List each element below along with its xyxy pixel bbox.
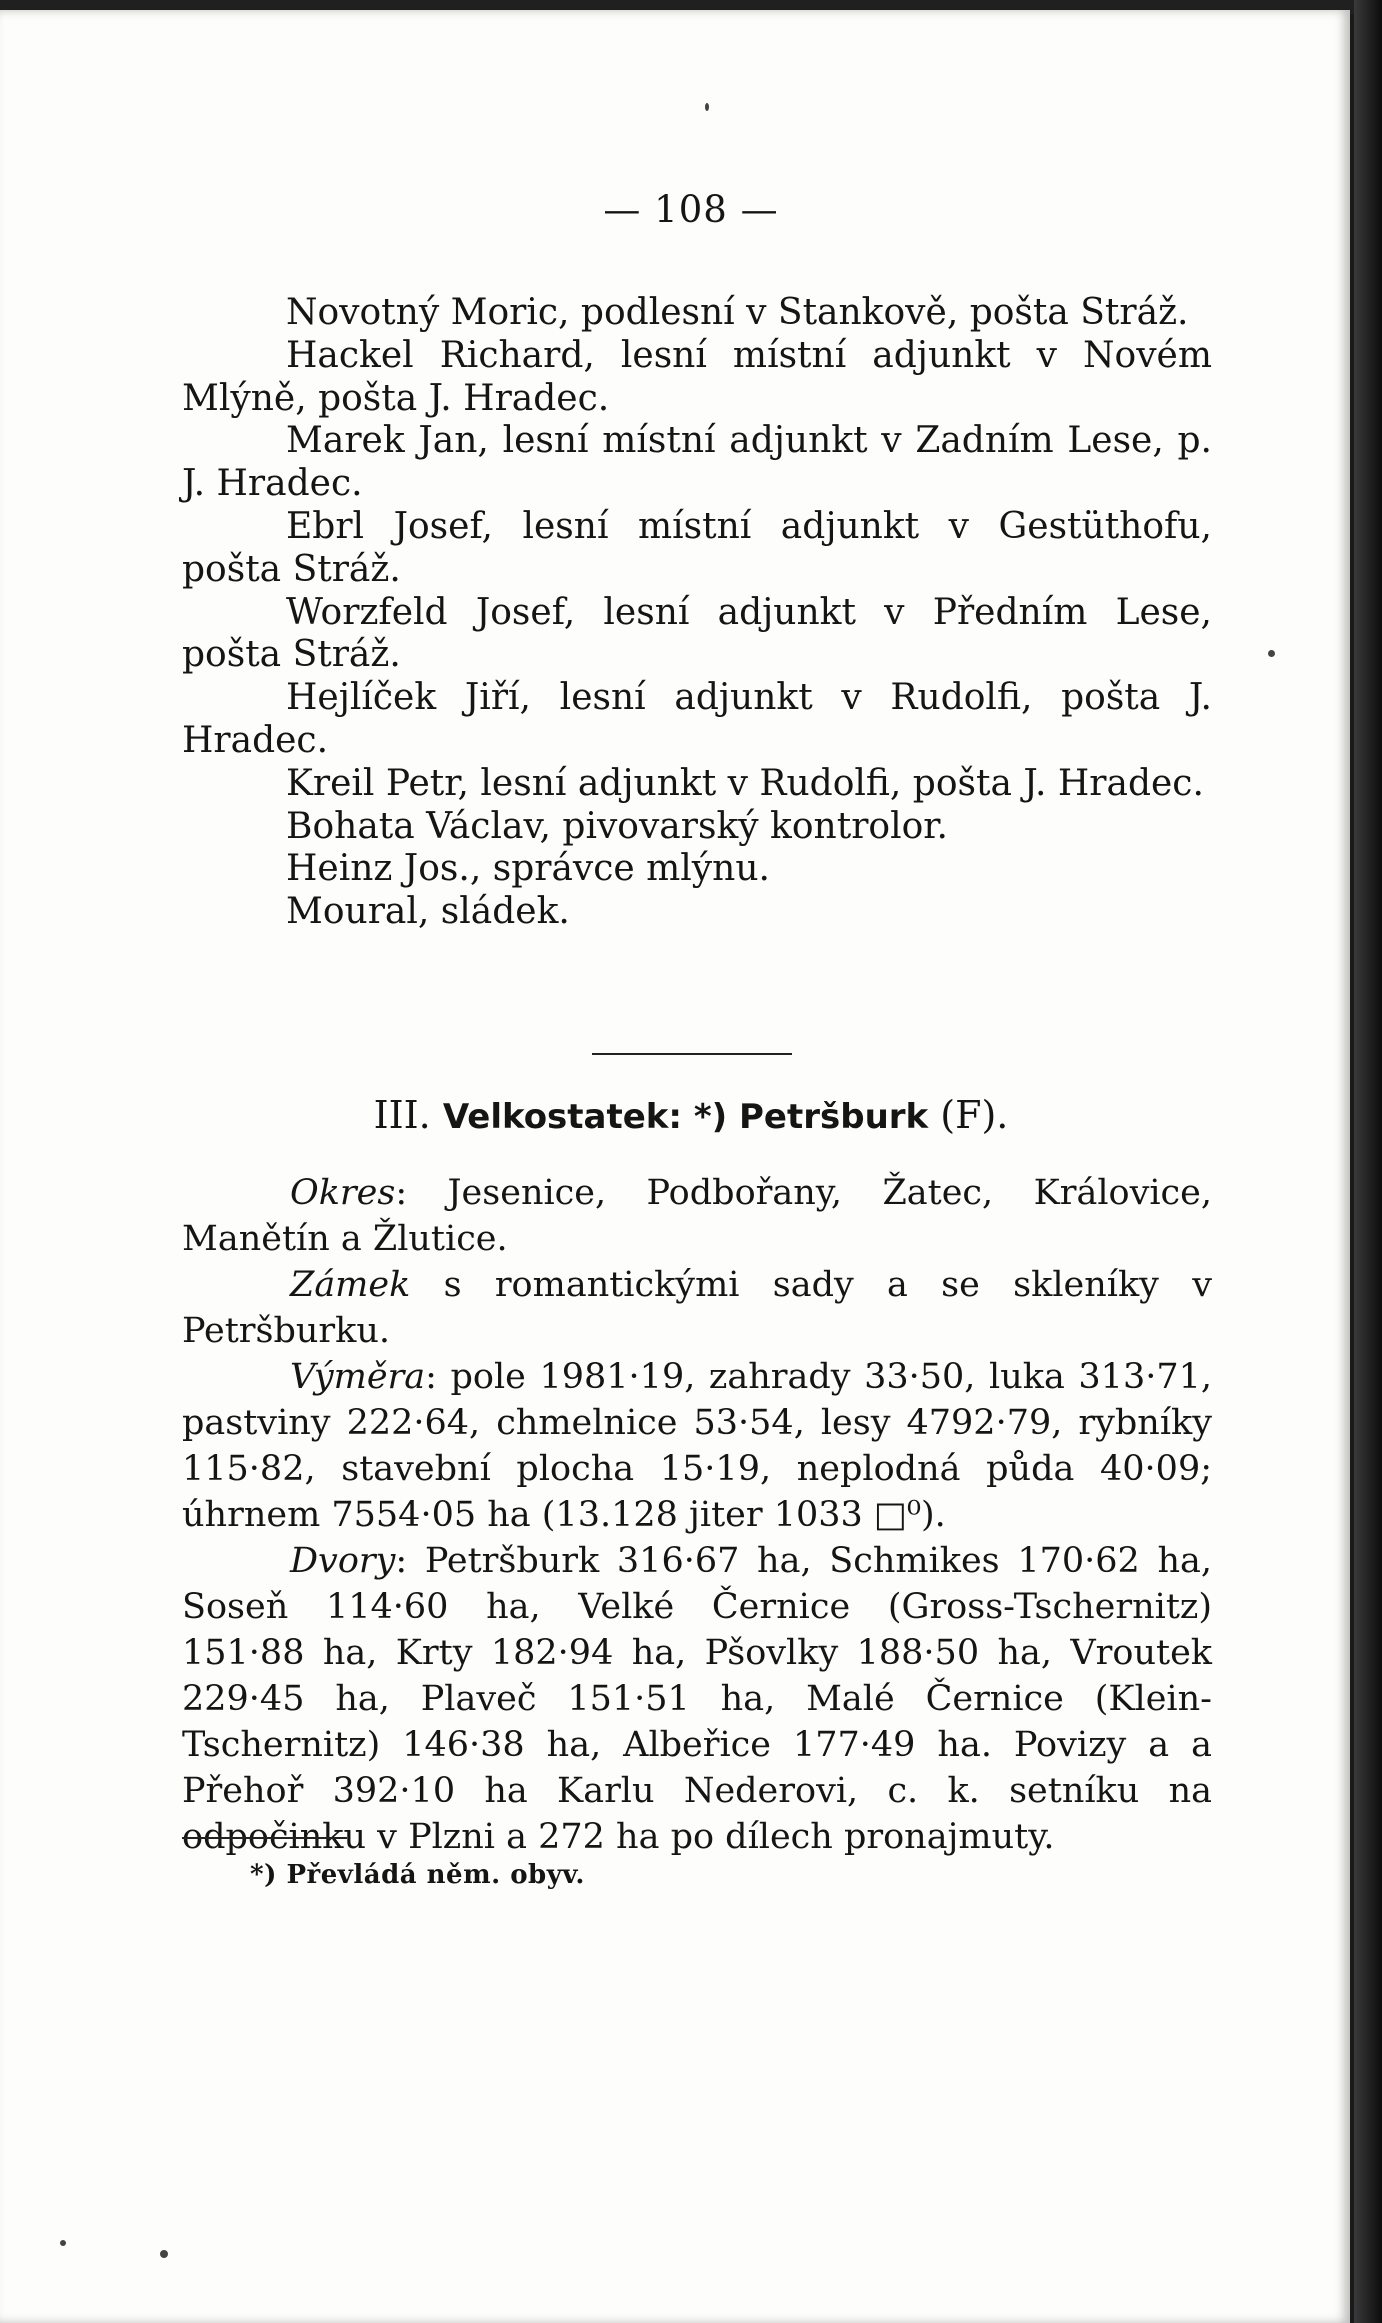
scan-speck [60, 2240, 66, 2246]
list-item: Hejlíček Jiří, lesní adjunkt v Rudolfi, pošta J. Hradec. [182, 677, 1212, 761]
dvory-label: Dvory [290, 1541, 396, 1581]
okres-paragraph [182, 1170, 1212, 1262]
section-number: III. [373, 1093, 431, 1137]
list-item: Marek Jan, lesní místní adjunkt v Zadním Lese, p. J. Hradec. [182, 420, 1212, 505]
zamek-label: Zámek [290, 1265, 411, 1305]
scan-speck [1268, 650, 1275, 657]
scan-speck [160, 2250, 168, 2258]
okres-text: : Jesenice, Podbořany, Žatec, Královice, Manětín a Žlutice. [182, 1173, 1212, 1259]
list-item: Hackel Richard, lesní místní adjunkt v Novém Mlýně, pošta J. Hradec. [182, 334, 1212, 419]
list-item: Kreil Petr, lesní adjunkt v Rudolfi, pošta J. Hradec. [286, 762, 1204, 804]
estate-description [182, 1170, 1212, 1860]
section-divider [592, 1053, 792, 1055]
vymera-paragraph [182, 1354, 1212, 1538]
footnote-rule [182, 1837, 347, 1839]
list-item: Bohata Václav, pivovarský kontrolor. [286, 805, 948, 847]
zamek-paragraph [182, 1262, 1212, 1354]
section-heading [0, 1093, 1382, 1137]
scan-border-right [1354, 0, 1382, 2323]
footnote: *) Převládá něm. obyv. [250, 1860, 585, 1890]
vymera-label: Výměra [290, 1357, 426, 1397]
section-title: Velkostatek: *) Petršburk [442, 1097, 929, 1137]
list-item: Heinz Jos., správce mlýnu. [286, 848, 770, 890]
dvory-text: : Petršburk 316·67 ha, Schmikes 170·62 ha, Soseň 114·60 ha, Velké Černice (Gross-Tschernitz) 151·88 ha, Krty 182·94 ha, Pšovlky 188·50 ha, Vroutek 229·45 ha, Plaveč 151·51 ha, Malé Černice (Klein-Tschernitz) 146·38 ha, Albeřice 177·49 ha. Povizy a a Přehoř 392·10 ha Karlu Nederovi, c. k. setníku na odpočinku v Plzni a 272 ha po dílech pronajmuty. [182, 1541, 1212, 1857]
personnel-list [182, 292, 1212, 934]
section-suffix: (F). [940, 1093, 1009, 1137]
page-number: — 108 — [603, 188, 779, 231]
list-item: Novotný Moric, podlesní v Stankově, pošta Stráž. [286, 292, 1189, 333]
list-item: Worzfeld Josef, lesní adjunkt v Předním Lese, pošta Stráž. [182, 591, 1212, 676]
okres-label: Okres [290, 1173, 396, 1213]
list-item: Ebrl Josef, lesní místní adjunkt v Gestüthofu, pošta Stráž. [182, 505, 1212, 590]
scan-speck [705, 103, 709, 111]
list-item: Moural, sládek. [286, 891, 570, 933]
vymera-text: : pole 1981·19, zahrady 33·50, luka 313·71, pastviny 222·64, chmelnice 53·54, lesy 4792·79, rybníky 115·82, stavební plocha 15·19, neplodná půda 40·09; úhrnem 7554·05 ha (13.128 jiter 1033 □⁰). [182, 1357, 1212, 1535]
dvory-paragraph [182, 1538, 1212, 1860]
zamek-text: s romantickými sady a se skleníky v Petršburku. [182, 1265, 1212, 1351]
